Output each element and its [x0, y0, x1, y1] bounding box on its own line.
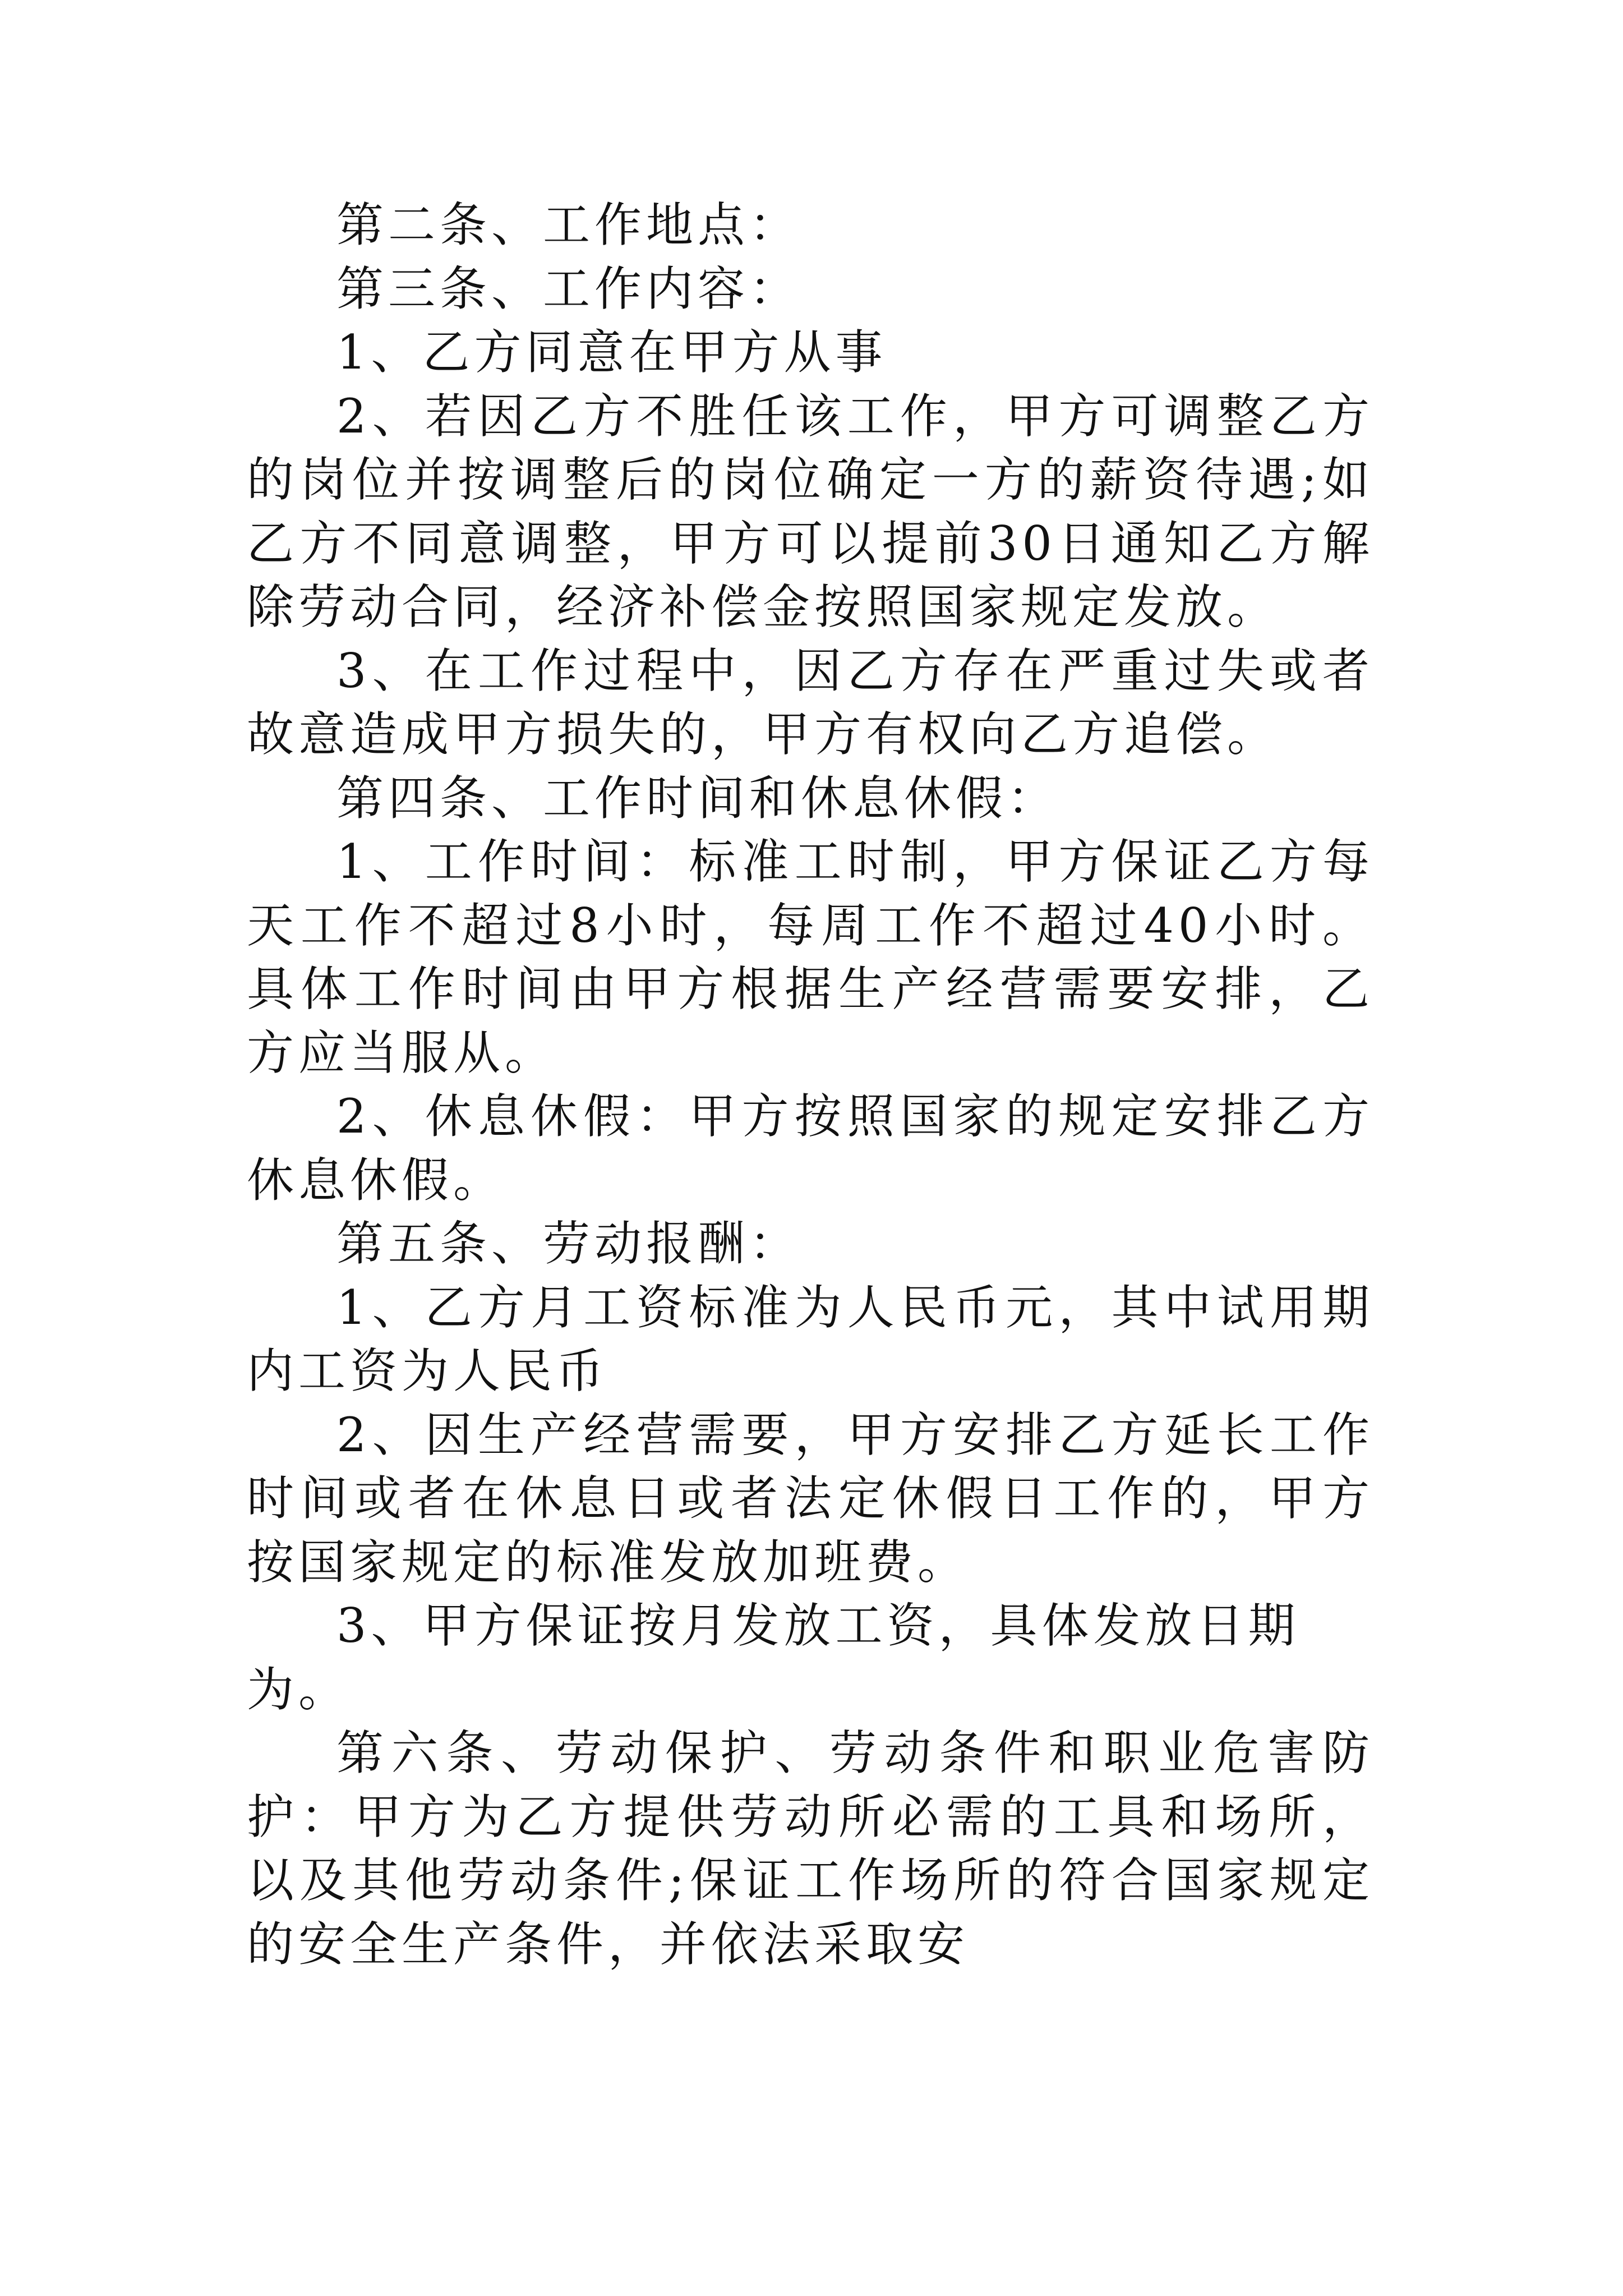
article-5-item-1: 1、乙方月工资标准为人民币元，其中试用期内工资为人民币	[247, 1280, 1374, 1398]
article-4-item-1: 1、工作时间：标准工时制，甲方保证乙方每天工作不超过8小时，每周工作不超过40小时。具体工作时间由甲方根据生产经营需要安排，乙方应当服从。	[247, 834, 1374, 1080]
article-4-item-2: 2、休息休假：甲方按照国家的规定安排乙方休息休假。	[247, 1089, 1374, 1208]
document-body	[247, 194, 1374, 1976]
article-3-heading: 第三条、工作内容：	[336, 261, 801, 316]
article-5-heading: 第五条、劳动报酬：	[336, 1216, 801, 1271]
article-3-item-2: 2、若因乙方不胜任该工作，甲方可调整乙方的岗位并按调整后的岗位确定一方的薪资待遇;如乙方不同意调整，甲方可以提前30日通知乙方解除劳动合同，经济补偿金按照国家规定发放。	[247, 388, 1374, 634]
article-3-item-1: 1、乙方同意在甲方从事	[336, 325, 887, 380]
article-4-heading: 第四条、工作时间和休息休假：	[336, 770, 1059, 826]
article-6-paragraph: 第六条、劳动保护、劳动条件和职业危害防护：甲方为乙方提供劳动所必需的工具和场所，以及其他劳动条件;保证工作场所的符合国家规定的安全生产条件，并依法采取安	[247, 1726, 1374, 1972]
article-2-heading: 第二条、工作地点：	[336, 197, 801, 252]
article-3-item-3: 3、在工作过程中，因乙方存在严重过失或者故意造成甲方损失的，甲方有权向乙方追偿。	[247, 643, 1374, 762]
article-5-item-2: 2、因生产经营需要，甲方安排乙方延长工作时间或者在休息日或者法定休假日工作的，甲方按国家规定的标准发放加班费。	[247, 1407, 1374, 1590]
article-5-item-3: 3、甲方保证按月发放工资，具体发放日期为。	[247, 1598, 1300, 1717]
